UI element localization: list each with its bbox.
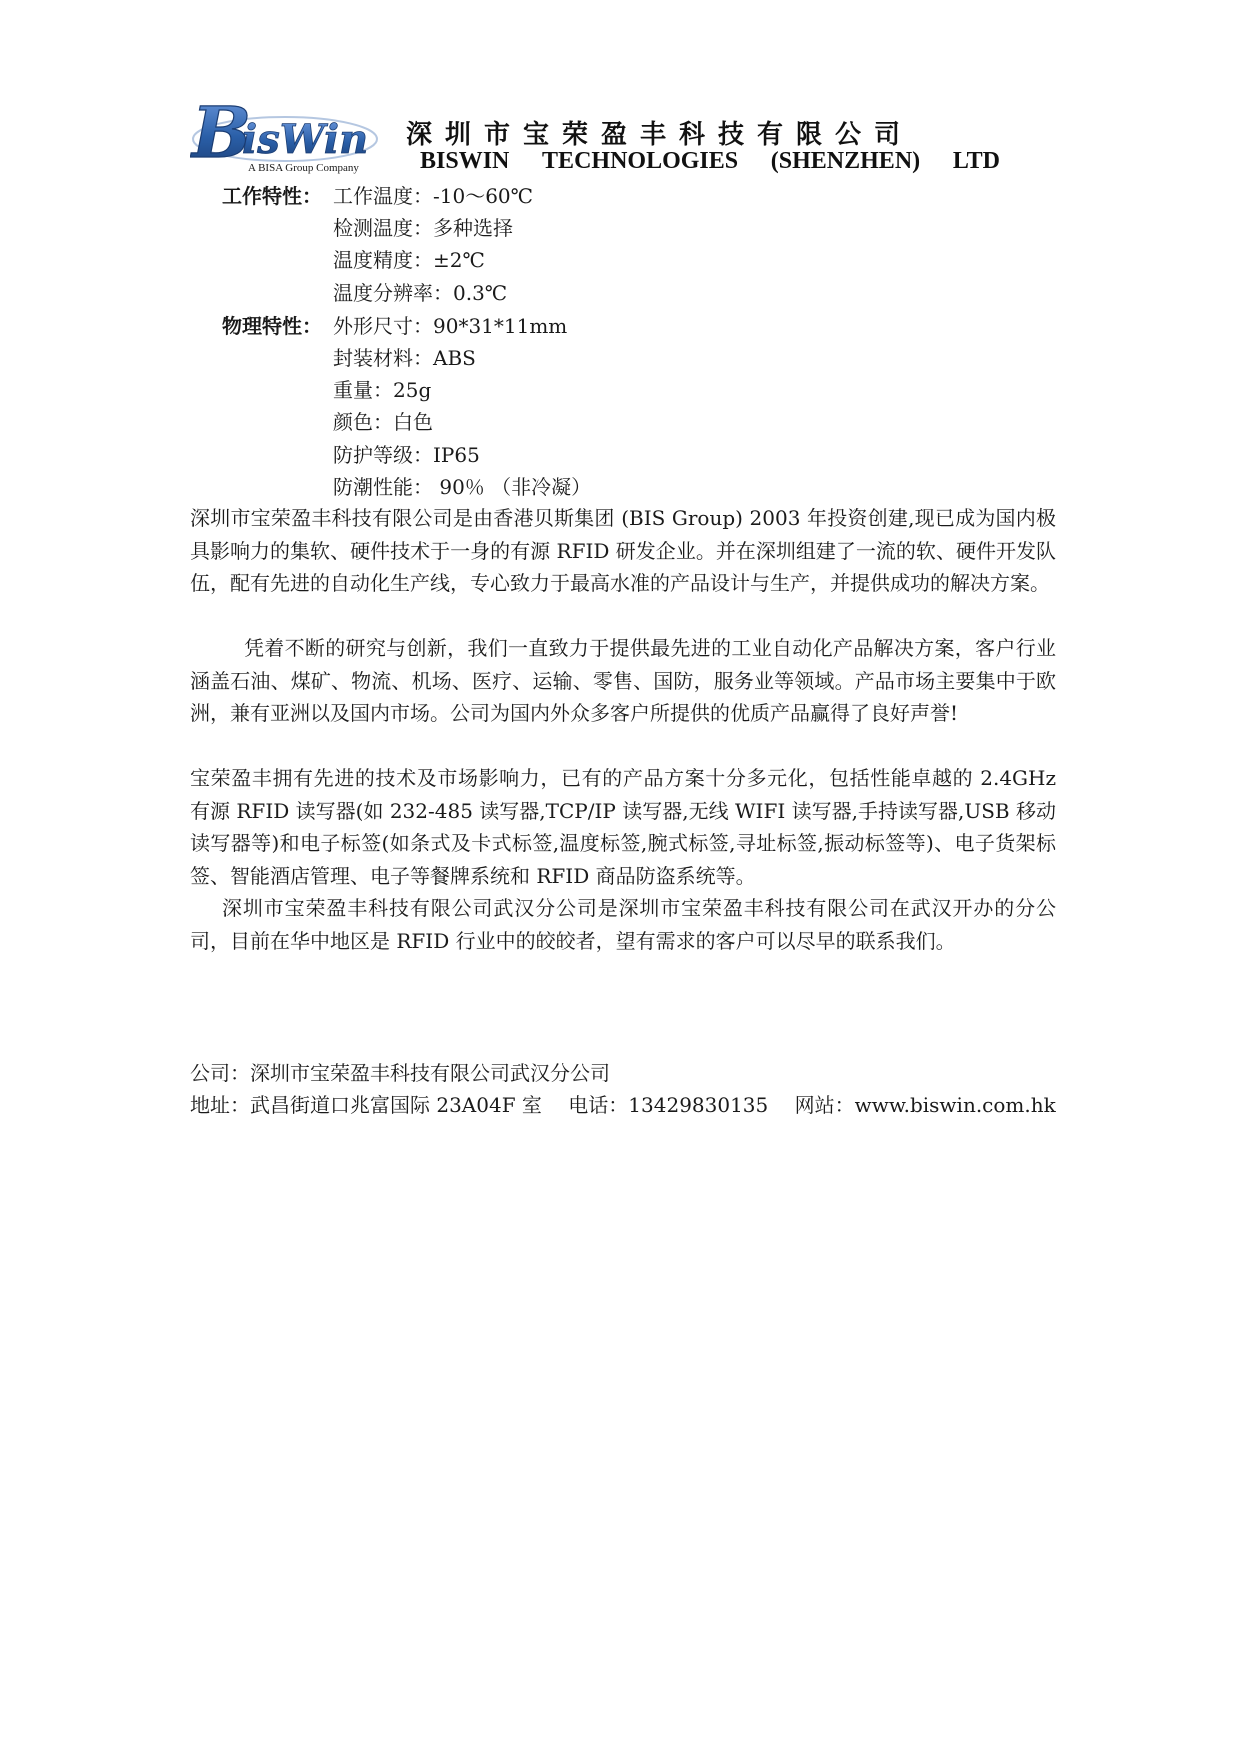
biswin-logo: [190, 95, 395, 175]
svg-text:isWin: isWin: [242, 116, 369, 163]
spec-item: 外形尺寸：90*31*11mm: [333, 314, 568, 338]
company-name-chinese: 深圳市宝荣盈丰科技有限公司: [406, 120, 914, 150]
spec-item: 重量：25g: [333, 378, 432, 402]
innovation-paragraph: 凭着不断的研究与创新，我们一直致力于提供最先进的工业自动化产品解决方案，客户行业涵盖石油、煤矿、物流、机场、医疗、运输、零售、国防，服务业等领域。产品市场主要集中于欧洲，兼有亚洲以及国内市场。公司为国内外众多客户所提供的优质产品赢得了良好声誉!: [190, 636, 1056, 725]
spec-item: 检测温度：多种选择: [333, 216, 513, 240]
spec-item: 颜色：白色: [333, 410, 433, 434]
wuhan-branch-paragraph: 深圳市宝荣盈丰科技有限公司武汉分公司是深圳市宝荣盈丰科技有限公司在武汉开办的分公司，目前在华中地区是 RFID 行业中的皎皎者，望有需求的客户可以尽早的联系我们。: [190, 896, 1056, 953]
company-en-word: (SHENZHEN): [770, 148, 921, 174]
company-en-word: BISWIN: [420, 148, 510, 174]
svg-text:A BISA Group Company: A BISA Group Company: [248, 162, 359, 174]
footer-address: 地址：武昌街道口兆富国际 23A04F 室 电话：13429830135 网站：www.biswin.com.hk: [190, 1093, 1056, 1117]
spec-item: 封装材料：ABS: [333, 346, 476, 370]
spec-item: 温度分辨率：0.3℃: [333, 281, 508, 305]
company-en-word: TECHNOLOGIES: [542, 148, 739, 174]
spec-item: 防护等级：IP65: [333, 443, 480, 467]
intro-paragraph: 深圳市宝荣盈丰科技有限公司是由香港贝斯集团 (BIS Group) 2003 年投资创建,现已成为国内极具影响力的集软、硬件技术于一身的有源 RFID 研发企业。并在深圳组建了一流的软、硬件开发队伍，配有先进的自动化生产线，专心致力于最高水准的产品设计与生产，并提供成功的解决方案。: [190, 506, 1056, 595]
footer-company: 公司：深圳市宝荣盈丰科技有限公司武汉分公司: [190, 1061, 610, 1085]
svg-text:B: B: [192, 95, 252, 174]
company-en-word: LTD: [952, 148, 1000, 174]
company-name-english: [420, 148, 1000, 175]
spec-item: 温度精度：±2℃: [333, 248, 485, 272]
physical-specs-label: 物理特性：: [222, 314, 322, 338]
spec-item: 工作温度：-10～60℃: [333, 184, 534, 208]
products-paragraph: 宝荣盈丰拥有先进的技术及市场影响力，已有的产品方案十分多元化，包括性能卓越的 2.4GHz 有源 RFID 读写器(如 232-485 读写器,TCP/IP 读写器,无线 WIFI 读写器,手持读写器,USB 移动读写器等)和电子标签(如条式及卡式标签,温度标签,腕式标签,寻址标签,振动标签等)、电子货架标签、智能酒店管理、电子等餐牌系统和 RFID 商品防盗系统等。: [190, 766, 1056, 888]
spec-item: 防潮性能： 90％ （非冷凝）: [333, 475, 592, 499]
work-specs-label: 工作特性：: [222, 184, 322, 208]
